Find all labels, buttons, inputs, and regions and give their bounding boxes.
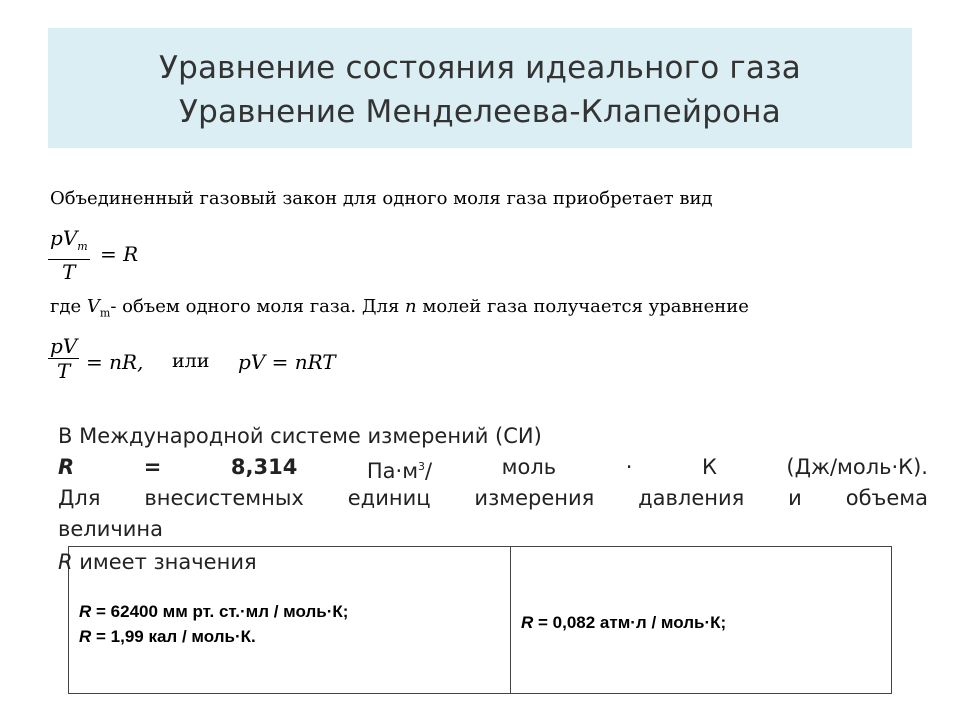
r-value-mmhg: R = 62400 мм рт. ст.·мл / моль·К;	[79, 602, 349, 621]
value-word: величина	[58, 517, 164, 541]
equation-1-denominator: T	[62, 260, 76, 284]
equation-2-denominator: T	[56, 359, 71, 383]
equation-1-rhs: = R	[100, 242, 139, 266]
equation-2-rhs: = nR,	[86, 350, 144, 374]
r-value-cal: R = 1,99 кал / моль·К.	[79, 627, 256, 646]
si-heading: В Международной системе измерений (СИ)	[58, 424, 542, 448]
equation-2-fraction	[48, 334, 79, 383]
r-value-line: R = 8,314 $Па\cdot м^3/$ моль · К (Дж/моль·К).	[58, 455, 928, 483]
intro-text: Объединенный газовый закон для одного моля газа приобретает вид	[50, 188, 713, 209]
title-banner	[48, 28, 912, 148]
title-line-1: Уравнение состояния идеального газа	[158, 50, 801, 86]
equation-2-numerator: pV	[50, 334, 78, 358]
r-value-atm: R = 0,082 атм·л / моль·К;	[521, 613, 727, 632]
equation-2-alt: pV = nRT	[238, 350, 336, 374]
equation-1-numerator: $pV_m$	[50, 226, 88, 253]
equation-or-text: или	[172, 350, 210, 372]
equation-1-fraction	[48, 226, 90, 284]
non-si-text: Для внесистемных единиц измерения давления и объема	[58, 486, 928, 510]
vm-definition-text: где $V_m-$ объем одного моля газа. Для n молей газа получается уравнение	[50, 296, 749, 320]
title-line-2: Уравнение Менделеева-Клапейрона	[179, 94, 781, 130]
has-values-text: R имеет значения	[58, 550, 257, 574]
